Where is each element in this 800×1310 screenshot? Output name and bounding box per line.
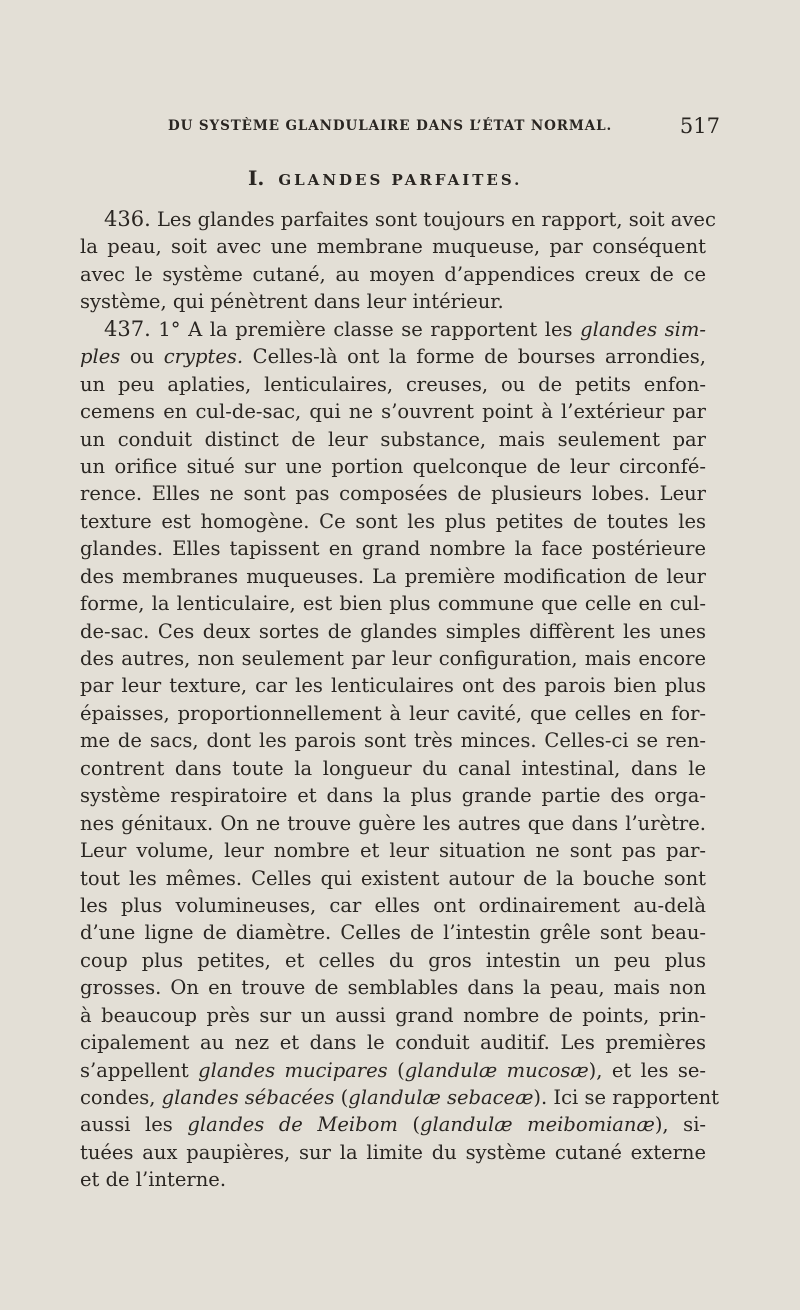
italic-term: cryptes. [163, 345, 244, 369]
text-line: coup plus petites, et celles du gros intestin un peu plus [80, 948, 706, 972]
running-title: DU SYSTÈME GLANDULAIRE DANS L’ÉTAT NORMAL. [168, 118, 613, 134]
italic-term: glandes de Meibom [187, 1113, 398, 1137]
text-line: d’une ligne de diamètre. Celles de l’intestin grêle sont beau- [80, 921, 706, 945]
text-line: système respiratoire et dans la plus grande partie des orga- [80, 784, 706, 808]
text-line: un orifice situé sur une portion quelconque de leur circonfé- [80, 454, 706, 478]
italic-term: glandes sébacées [161, 1086, 335, 1109]
text-line: système, qui pénètrent dans leur intérieur. [80, 290, 504, 314]
text-line: rence. Elles ne sont pas composées de plusieurs lobes. Leur [80, 482, 706, 506]
text-line: forme, la lenticulaire, est bien plus commune que celle en cul- [80, 592, 706, 616]
text-line: glandes. Elles tapissent en grand nombre la face postérieure [80, 537, 706, 561]
text-line: Leur volume, leur nombre et leur situation ne sont pas par- [80, 839, 706, 863]
section-heading [248, 166, 522, 190]
text-line: cipalement au nez et dans le conduit auditif. Les premières [80, 1031, 706, 1055]
text-line: condes, glandes sébacées (glandulæ sebaceæ). Ici se rapportent [80, 1086, 719, 1109]
text-line: ples ou cryptes. Celles-là ont la forme de bourses arrondies, [80, 345, 707, 369]
text-line: contrent dans toute la longueur du canal intestinal, dans le [80, 756, 706, 780]
italic-term: glandulæ sebaceæ [348, 1086, 534, 1109]
page-number: 517 [679, 114, 720, 138]
text-line: un peu aplaties, lenticulaires, creuses, ou de petits enfon- [80, 372, 706, 396]
text-line: 436. Les glandes parfaites sont toujours en rapport, soit avec [104, 207, 716, 231]
italic-term: glandulæ mucosæ [404, 1058, 589, 1082]
text-line: des autres, non seulement par leur configuration, mais encore [80, 647, 706, 670]
text-line: par leur texture, car les lenticulaires ont des parois bien plus [80, 674, 706, 698]
italic-term: glandulæ meibomianæ [420, 1113, 655, 1137]
text-line: nes génitaux. On ne trouve guère les autres que dans l’urètre. [80, 811, 706, 835]
running-header [168, 114, 720, 138]
section-title: GLANDES PARFAITES. [278, 171, 523, 189]
text-body [80, 206, 719, 1194]
italic-term: glandes sim- [580, 317, 706, 341]
text-line: cemens en cul-de-sac, qui ne s’ouvrent point à l’extérieur par [80, 400, 706, 424]
text-line: aussi les glandes de Meibom (glandulæ meibomianæ), si- [80, 1113, 707, 1137]
text-line: épaisses, proportionnellement à leur cavité, que celles en for- [80, 701, 706, 725]
section-numeral: I. [248, 166, 265, 190]
text-line: texture est homogène. Ce sont les plus petites de toutes les [80, 509, 706, 533]
text-line: me de sacs, dont les parois sont très minces. Celles-ci se ren- [80, 729, 706, 753]
italic-term: glandes mucipares [198, 1058, 388, 1082]
paragraph-number: 436. [104, 207, 151, 231]
text-line: des membranes muqueuses. La première modification de leur [80, 564, 706, 588]
text-line: à beaucoup près sur un aussi grand nombre de points, prin- [80, 1003, 706, 1027]
text-line: 437. 1° A la première classe se rapportent les glandes sim- [104, 316, 706, 341]
text-line: avec le système cutané, au moyen d’appendices creux de ce [80, 262, 706, 286]
italic-term: ples [80, 345, 121, 369]
text-line: un conduit distinct de leur substance, mais seulement par [80, 427, 706, 451]
text-line: et de l’interne. [80, 1168, 227, 1192]
text-line: de-sac. Ces deux sortes de glandes simples diffèrent les unes [80, 619, 706, 643]
text-line: s’appellent glandes mucipares (glandulæ mucosæ), et les se- [80, 1058, 706, 1082]
paragraph-number: 437. [104, 316, 151, 341]
text-line: tuées aux paupières, sur la limite du système cutané externe [80, 1140, 706, 1164]
text-line: tout les mêmes. Celles qui existent autour de la bouche sont [80, 866, 706, 890]
text-line: grosses. On en trouve de semblables dans la peau, mais non [80, 976, 706, 1000]
text-line: les plus volumineuses, car elles ont ordinairement au-delà [80, 893, 706, 917]
text-line: la peau, soit avec une membrane muqueuse, par conséquent [80, 235, 706, 259]
